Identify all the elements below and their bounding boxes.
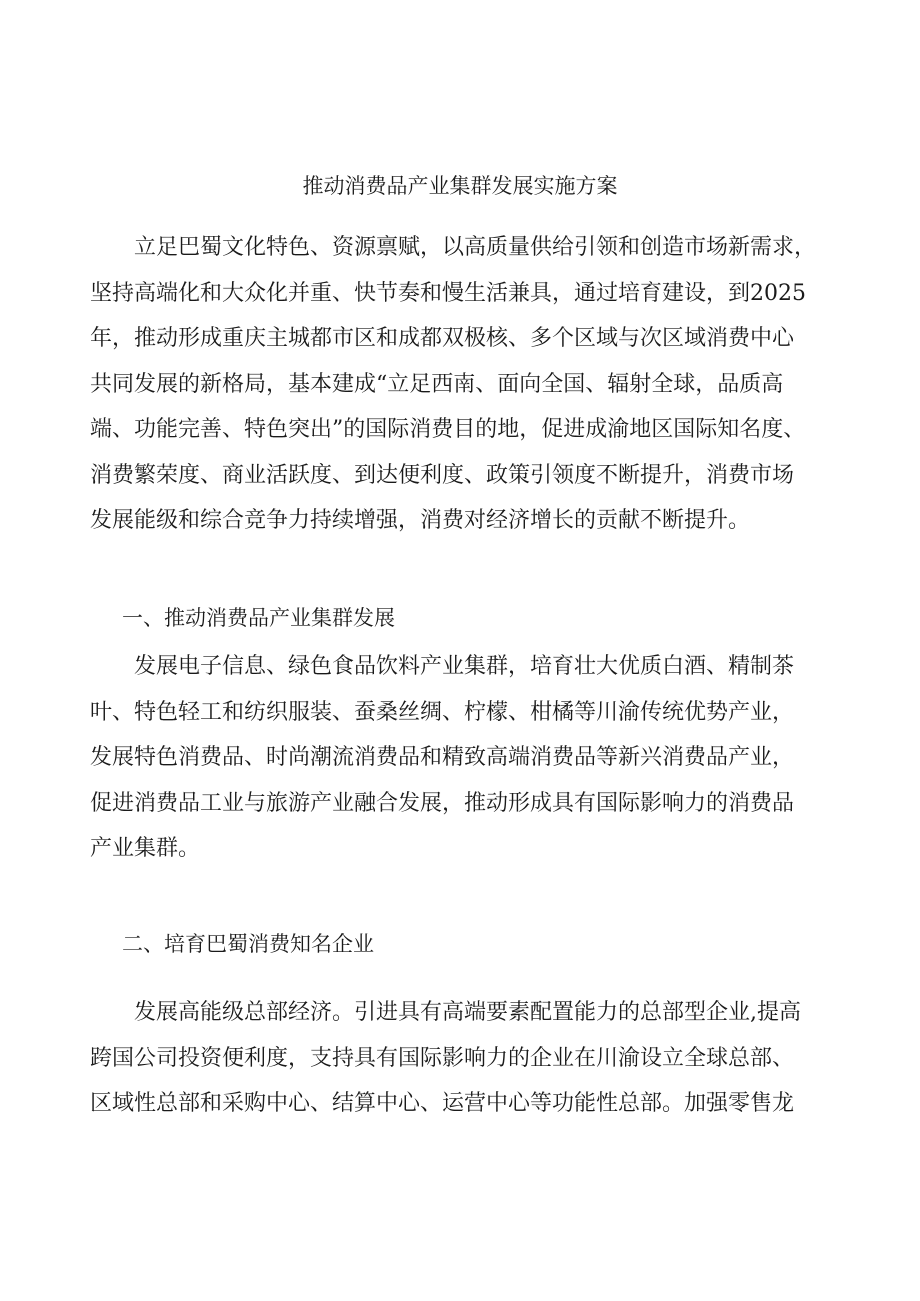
section-one-line: 叶、特色轻工和纺织服装、蚕桑丝绸、柠檬、柑橘等川渝传统优势产业， <box>90 699 795 725</box>
intro-line: 端、功能完善、特色突出”的国际消费目的地，促进成渝地区国际知名度、 <box>90 417 806 442</box>
intro-line: 立足巴蜀文化特色、资源禀赋，以高质量供给引领和创造市场新需求， <box>90 235 817 260</box>
intro-line: 年，推动形成重庆主城都市区和成都双极核、多个区域与次区域消费中心 <box>90 326 795 351</box>
section-one-line: 促进消费品工业与旅游产业融合发展，推动形成具有国际影响力的消费品 <box>90 790 795 816</box>
intro-line: 共同发展的新格局，基本建成“立足西南、面向全国、辐射全球，品质高 <box>90 371 784 397</box>
document-title: 推动消费品产业集群发展实施方案 <box>302 174 618 198</box>
section-two-heading: 二、培育巴蜀消费知名企业 <box>122 932 374 956</box>
section-two-line: 区域性总部和采购中心、结算中心、运营中心等功能性总部。加强零售龙 <box>90 1091 795 1116</box>
section-one-line: 发展电子信息、绿色食品饮料产业集群，培育壮大优质白酒、精制茶 <box>90 654 795 679</box>
section-one-line: 产业集群。 <box>90 836 201 861</box>
section-one-heading: 一、推动消费品产业集群发展 <box>122 606 395 630</box>
intro-line: 发展能级和综合竞争力持续增强，消费对经济增长的贡献不断提升。 <box>90 508 751 533</box>
intro-line: 坚持高端化和大众化并重、快节奏和慢生活兼具，通过培育建设，到2025 <box>90 280 806 306</box>
section-two-line: 发展高能级总部经济。引进具有高端要素配置能力的总部型企业,提高 <box>90 1000 801 1025</box>
intro-paragraph <box>90 225 850 544</box>
intro-line: 消费繁荣度、商业活跃度、到达便利度、政策引领度不断提升，消费市场 <box>90 462 795 488</box>
section-two-paragraph <box>90 990 850 1127</box>
section-one-paragraph <box>90 644 850 872</box>
section-two-line: 跨国公司投资便利度，支持具有国际影响力的企业在川渝设立全球总部、 <box>90 1045 795 1071</box>
section-one-line: 发展特色消费品、时尚潮流消费品和精致高端消费品等新兴消费品产业， <box>90 745 795 770</box>
